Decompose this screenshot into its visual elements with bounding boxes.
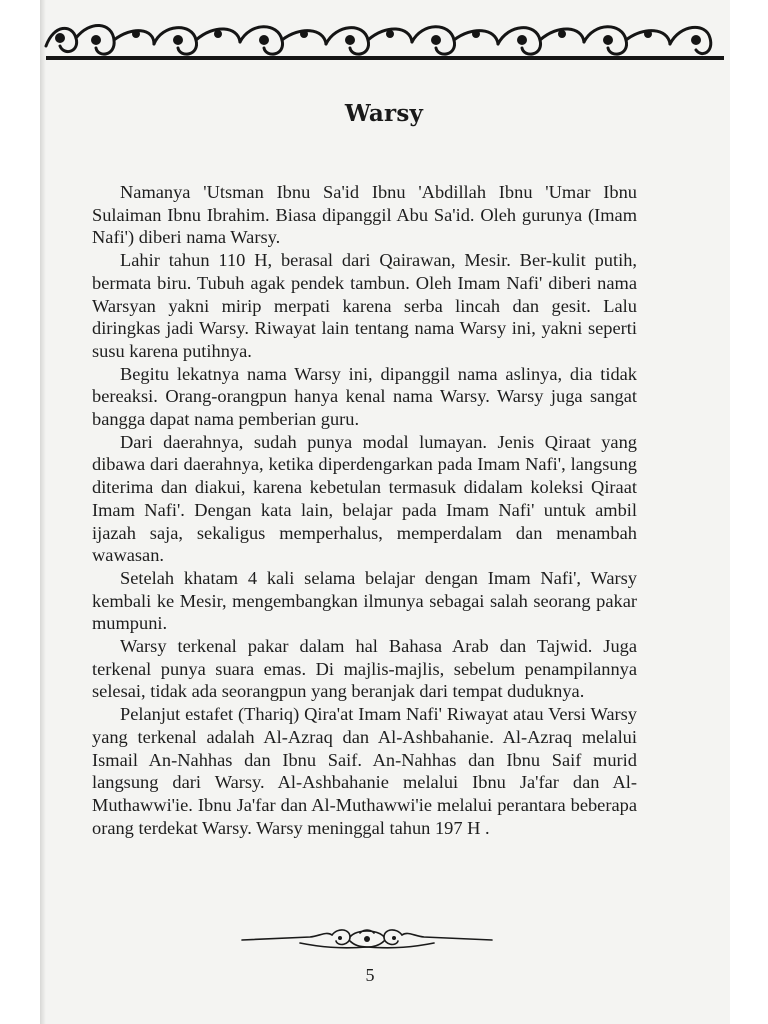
paragraph: Begitu lekatnya nama Warsy ini, dipanggil nama aslinya, dia tidak bereaksi. Orang-orangpun hanya kenal nama Warsy. Warsy juga sangat bangga dapat nama pemberian guru.	[92, 363, 637, 430]
page-title: Warsy	[344, 100, 424, 127]
page-number: 5	[365, 965, 375, 985]
body-text	[92, 181, 637, 839]
paragraph: Dari daerahnya, sudah punya modal lumayan. Jenis Qiraat yang dibawa dari daerahnya, ketika diperdengarkan pada Imam Nafi', langsung diterima dan diakui, karena kebetulan termasuk didalam koleksi Qiraat Imam Nafi'. Dengan kata lain, belajar pada Imam Nafi' untuk ambil ijazah saja, sekaligus memperhalus, memperdalam dan menambah wawasan.	[92, 431, 637, 566]
paragraph: Setelah khatam 4 kali selama belajar dengan Imam Nafi', Warsy kembali ke Mesir, mengembangkan ilmunya sebagai salah seorang pakar mumpuni.	[92, 567, 637, 634]
paragraph: Warsy terkenal pakar dalam hal Bahasa Arab dan Tajwid. Juga terkenal punya suara emas. Di majlis-majlis, sebelum penampilannya selesai, tidak ada seorangpun yang beranjak dari tempat duduknya.	[92, 636, 637, 702]
paragraph: Lahir tahun 110 H, berasal dari Qairawan, Mesir. Ber-kulit putih, bermata biru. Tubuh agak pendek tambun. Oleh Imam Nafi' diberi nama Warsyan yakni mirip merpati karena serba lincah dan gesit. Lalu diringkas jadi Warsy. Riwayat lain tentang nama Warsy ini, yakni seperti susu karena putihnya.	[92, 250, 637, 361]
floral-border-icon	[42, 16, 728, 66]
page-gutter-shadow	[40, 0, 46, 1024]
flourish-divider-icon	[240, 925, 494, 955]
paragraph: Namanya 'Utsman Ibnu Sa'id Ibnu 'Abdillah Ibnu 'Umar Ibnu Sulaiman Ibnu Ibrahim. Biasa dipanggil Abu Sa'id. Oleh gurunya (Imam Nafi') diberi nama Warsy.	[92, 182, 637, 248]
paragraph: Pelanjut estafet (Thariq) Qira'at Imam Nafi' Riwayat atau Versi Warsy yang terkenal adalah Al-Azraq dan Al-Ashbahanie. Al-Azraq melalui Ismail An-Nahhas dan Ibnu Saif. An-Nahhas dan Ibnu Saif murid langsung dari Warsy. Al-Ashbahanie melalui Ibnu Ja'far dan Al-Muthawwi'ie. Ibnu Ja'far dan Al-Muthawwi'ie melalui perantara beberapa orang terdekat Warsy. Warsy meninggal tahun 197 H .	[92, 704, 637, 838]
